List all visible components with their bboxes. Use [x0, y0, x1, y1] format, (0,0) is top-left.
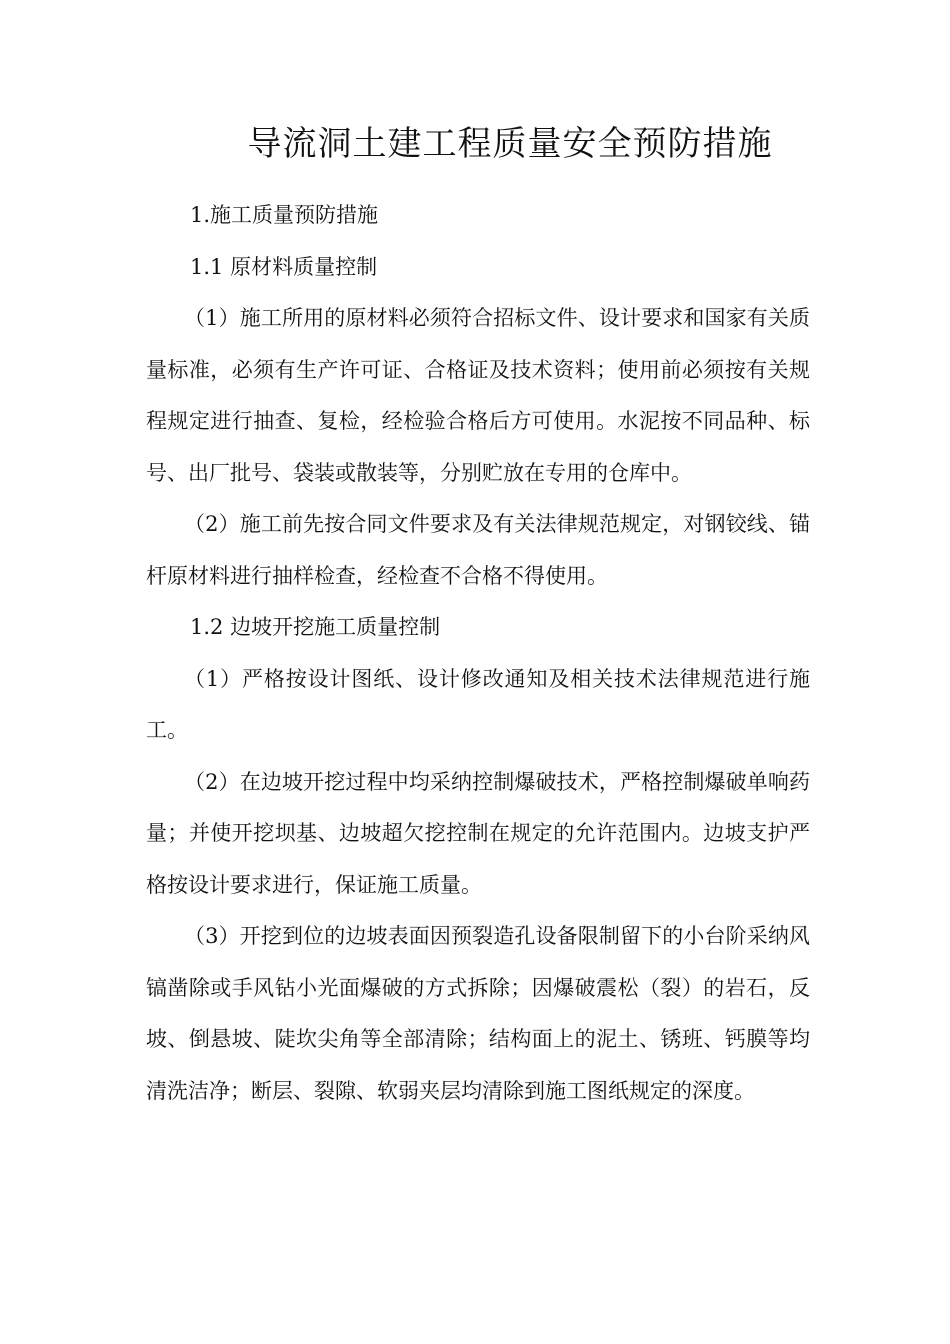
subsection-heading: 1.2 边坡开挖施工质量控制: [190, 615, 441, 639]
document-title: 导流洞土建工程质量安全预防措施: [247, 124, 773, 164]
document-body: [146, 190, 810, 1117]
paragraph: （2）施工前先按合同文件要求及有关法律规范规定，对钢铰线、锚杆原材料进行抽样检查，经检查不合格不得使用。: [146, 512, 810, 588]
paragraph: （2）在边坡开挖过程中均采纳控制爆破技术，严格控制爆破单响药量；并使开挖坝基、边坡超欠挖控制在规定的允许范围内。边坡支护严格按设计要求进行，保证施工质量。: [146, 769, 810, 897]
subsection-heading: 1.1 原材料质量控制: [190, 254, 378, 279]
paragraph: （1）严格按设计图纸、设计修改通知及相关技术法律规范进行施工。: [146, 666, 810, 742]
paragraph: （3）开挖到位的边坡表面因预裂造孔设备限制留下的小台阶采纳风镐凿除或手风钻小光面爆破的方式拆除；因爆破震松（裂）的岩石，反坡、倒悬坡、陡坎尖角等全部清除；结构面上的泥土、锈班、钙膜等均清洗洁净；断层、裂隙、软弱夹层均清除到施工图纸规定的深度。: [146, 924, 810, 1103]
section-heading: 1.施工质量预防措施: [190, 203, 379, 227]
paragraph: （1）施工所用的原材料必须符合招标文件、设计要求和国家有关质量标准，必须有生产许可证、合格证及技术资料；使用前必须按有关规程规定进行抽查、复检，经检验合格后方可使用。水泥按不同品种、标号、出厂批号、袋装或散装等，分别贮放在专用的仓库中。: [146, 306, 810, 485]
